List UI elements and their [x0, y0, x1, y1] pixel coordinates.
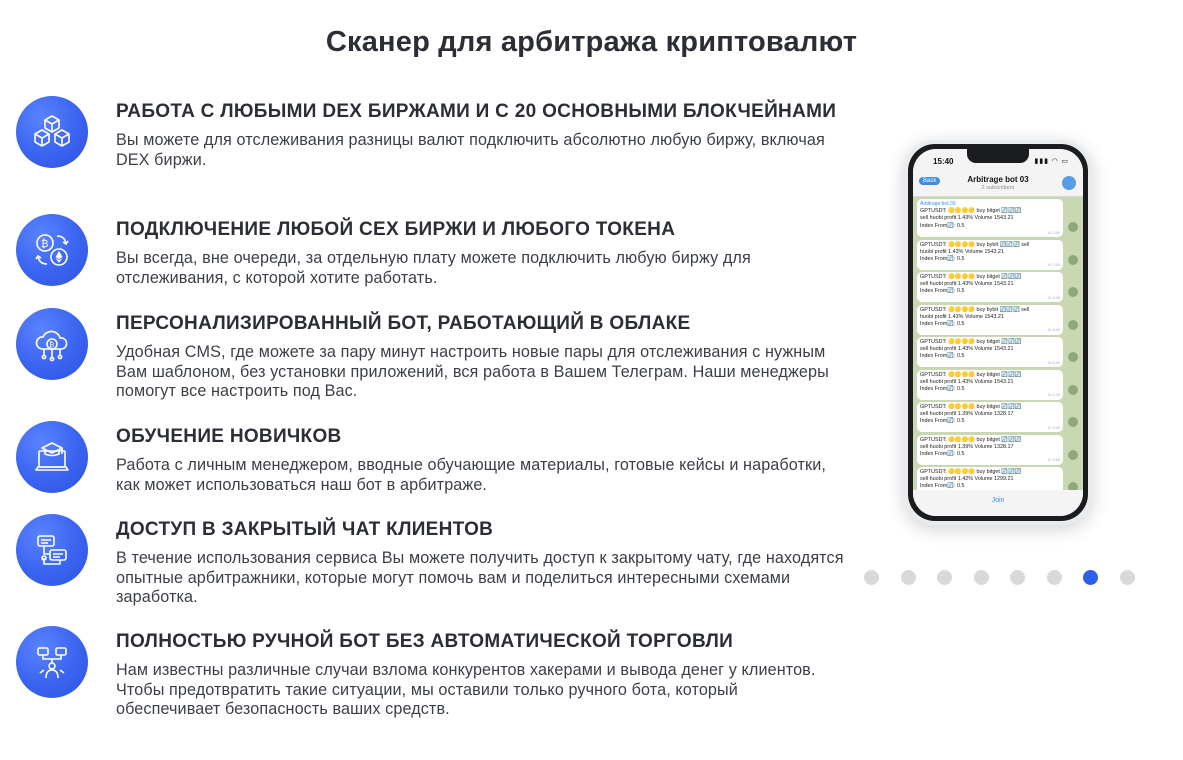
message-bubble — [917, 435, 1063, 465]
message-line: sell huobi profit 1.43% Volume 1543.21 — [920, 215, 1014, 222]
message-line: Index From🔄: 0.5 — [920, 288, 965, 295]
message-line: sell huobi profit 1.39% Volume 1328.17 — [920, 443, 1014, 450]
feature-title: РАБОТА С ЛЮБЫМИ DEX БИРЖАМИ И С 20 ОСНОВНЫМИ БЛОКЧЕЙНАМИ — [116, 101, 837, 122]
message-bubble — [917, 370, 1063, 400]
message-bubble — [917, 272, 1063, 302]
message-time: ⊙ 2:40 — [1047, 294, 1060, 300]
message-time: ⊙ 2:40 — [1047, 457, 1060, 463]
feature-text — [116, 312, 844, 402]
message-line: GPTUSDT: 🟡🟡🟡🟡 buy bitget 🔄🔄🔄 — [920, 436, 1022, 443]
feature-description: Удобная CMS, где можете за пару минут настроить новые пары для отслеживания с нужным Вам шаблоном, без установки приложений, вся работа в Вашем Телеграм. Наши менеджеры помогут все настроить под Вас. — [116, 343, 829, 400]
message-time: ⊙ 2:40 — [1047, 327, 1060, 333]
carousel-dots — [864, 570, 1144, 586]
forward-icon[interactable] — [1068, 352, 1078, 362]
feature-text — [116, 425, 844, 495]
phone-notch — [967, 149, 1029, 163]
feature-text — [116, 218, 844, 288]
message-line: GPTUSDT: 🟡🟡🟡🟡 buy bitget 🔄🔄🔄 — [920, 371, 1022, 378]
message-line: GPTUSDT: 🟡🟡🟡🟡 buy bitget 🔄🔄🔄 — [920, 339, 1022, 345]
private-chat-icon — [16, 514, 88, 586]
message-bubble — [917, 305, 1063, 335]
feature-title: ПОЛНОСТЬЮ РУЧНОЙ БОТ БЕЗ АВТОМАТИЧЕСКОЙ ТОРГОВЛИ — [116, 631, 734, 652]
message-line: GPTUSDT: 🟡🟡🟡🟡 buy bitget 🔄🔄🔄 — [920, 404, 1022, 410]
message-line: Index From🔄: 0.5 — [920, 255, 965, 262]
chat-avatar[interactable] — [1062, 176, 1076, 190]
message-time: ⊙ 2:40 — [1047, 359, 1060, 365]
carousel-dot-2[interactable] — [901, 570, 916, 585]
message-line: GPTUSDT: 🟡🟡🟡🟡 buy bybit 🔄🔄🔄 sell — [920, 241, 1030, 248]
feature-text — [116, 518, 844, 608]
carousel-dot-4[interactable] — [974, 570, 989, 585]
join-button[interactable]: Join — [913, 490, 1083, 516]
page-title: Сканер для арбитража криптовалют — [325, 26, 858, 58]
status-time: 15:40 — [933, 157, 954, 166]
crypto-exchange-icon — [16, 214, 88, 286]
message-line: sell huobi profit 1.43% Volume 1543.21 — [920, 281, 1014, 288]
message-time: ⊙ 2:40 — [1047, 392, 1060, 398]
phone-frame — [908, 144, 1088, 521]
message-list — [917, 199, 1063, 500]
carousel-dot-7[interactable] — [1083, 570, 1098, 585]
message-line: huobi profit 1.43% Volume 1543.21 — [920, 313, 1004, 320]
message-line: GPTUSDT: 🟡🟡🟡🟡 buy bitget 🔄🔄🔄 — [920, 274, 1022, 280]
message-time: ⊙ 2:40 — [1047, 229, 1060, 235]
message-line: sell huobi profit 1.43% Volume 1543.21 — [920, 346, 1014, 353]
feature-description: Работа с личным менеджером, вводные обучающие материалы, готовые кейсы и наработки, как может использоваться наш бот в арбитраже. — [116, 456, 826, 494]
message-line: Index From🔄: 0.5 — [920, 483, 965, 490]
message-bubble — [917, 402, 1063, 432]
chat-subtitle: 2 subscribers — [981, 185, 1015, 191]
back-button[interactable]: Back — [919, 177, 940, 185]
phone-mockup — [904, 140, 1092, 525]
message-time: ⊙ 2:40 — [1047, 424, 1060, 430]
status-icons: ▮▮▮ ◠ ▭ — [1034, 158, 1069, 165]
message-line: Index From🔄: 0.5 — [920, 450, 965, 457]
message-bubble — [917, 199, 1063, 237]
feature-title: ПОДКЛЮЧЕНИЕ ЛЮБОЙ CEX БИРЖИ И ЛЮБОГО ТОКЕНА — [116, 219, 676, 240]
feature-description: Нам известны различные случаи взлома конкурентов хакерами и вывода денег у клиентов. Чтобы предотвратить такие ситуации, мы оставили только ручного бота, который обеспечивает безопасность ваших средств. — [116, 661, 816, 718]
forward-icon[interactable] — [1068, 287, 1078, 297]
message-line: Index From🔄: 0.5 — [920, 222, 965, 229]
feature-title: ДОСТУП В ЗАКРЫТЫЙ ЧАТ КЛИЕНТОВ — [116, 519, 494, 540]
message-bubble — [917, 240, 1063, 270]
message-author: Arbitrage bot 03 — [920, 201, 956, 207]
message-line: huobi profit 1.43% Volume 1543.21 — [920, 248, 1004, 255]
phone-screen — [913, 149, 1083, 516]
carousel-dot-6[interactable] — [1047, 570, 1062, 585]
feature-text — [116, 630, 844, 720]
message-line: sell huobi profit 1.43% Volume 1543.21 — [920, 378, 1014, 385]
message-line: GPTUSDT: 🟡🟡🟡🟡 buy bybit 🔄🔄🔄 sell — [920, 306, 1030, 313]
feature-description: Вы можете для отслеживания разницы валют подключить абсолютно любую биржу, включая DEX биржи. — [116, 131, 825, 169]
message-line: Index From🔄: 0.5 — [920, 385, 965, 392]
carousel-dot-5[interactable] — [1010, 570, 1025, 585]
forward-icon[interactable] — [1068, 417, 1078, 427]
message-line: sell huobi profit 1.42% Volume 1299.21 — [920, 476, 1014, 483]
message-line: Index From🔄: 0.5 — [920, 353, 965, 360]
forward-icon[interactable] — [1068, 450, 1078, 460]
message-line: Index From🔄: 0.5 — [920, 418, 965, 425]
forward-icon[interactable] — [1068, 222, 1078, 232]
forward-icon[interactable] — [1068, 385, 1078, 395]
message-line: GPTUSDT: 🟡🟡🟡🟡 buy bitget 🔄🔄🔄 — [920, 469, 1022, 475]
svg-text:₿: ₿ — [41, 239, 49, 250]
message-line: sell huobi profit 1.39% Volume 1328.17 — [920, 411, 1014, 418]
feature-title: ПЕРСОНАЛИЗИРОВАННЫЙ БОТ, РАБОТАЮЩИЙ В ОБЛАКЕ — [116, 313, 691, 334]
carousel-dot-1[interactable] — [864, 570, 879, 585]
forward-icon[interactable] — [1068, 320, 1078, 330]
manual-bot-icon — [16, 626, 88, 698]
feature-title: ОБУЧЕНИЕ НОВИЧКОВ — [116, 426, 342, 447]
message-time: ⊙ 2:40 — [1047, 262, 1060, 268]
cloud-bitcoin-icon — [16, 308, 88, 380]
feature-text — [116, 100, 844, 170]
chat-header — [913, 171, 1083, 197]
message-bubble — [917, 337, 1063, 367]
online-education-icon — [16, 421, 88, 493]
carousel-dot-8[interactable] — [1120, 570, 1135, 585]
svg-text:₿: ₿ — [49, 341, 55, 349]
feature-description: В течение использования сервиса Вы можете получить доступ к закрытому чату, где находятся опытные арбитражники, которые могут помочь вам и поделиться интересными схемами заработка. — [116, 549, 844, 606]
chat-name: Arbitrage bot 03 — [967, 175, 1029, 184]
message-line: Index From🔄: 0.5 — [920, 320, 965, 327]
carousel-dot-3[interactable] — [937, 570, 952, 585]
blockchain-network-icon — [16, 96, 88, 168]
forward-icon[interactable] — [1068, 255, 1078, 265]
message-line: GPTUSDT: 🟡🟡🟡🟡 buy bitget 🔄🔄🔄 — [920, 208, 1022, 215]
feature-description: Вы всегда, вне очереди, за отдельную плату можете подключить любую биржу для отслеживания, с которой хотите работать. — [116, 249, 751, 287]
